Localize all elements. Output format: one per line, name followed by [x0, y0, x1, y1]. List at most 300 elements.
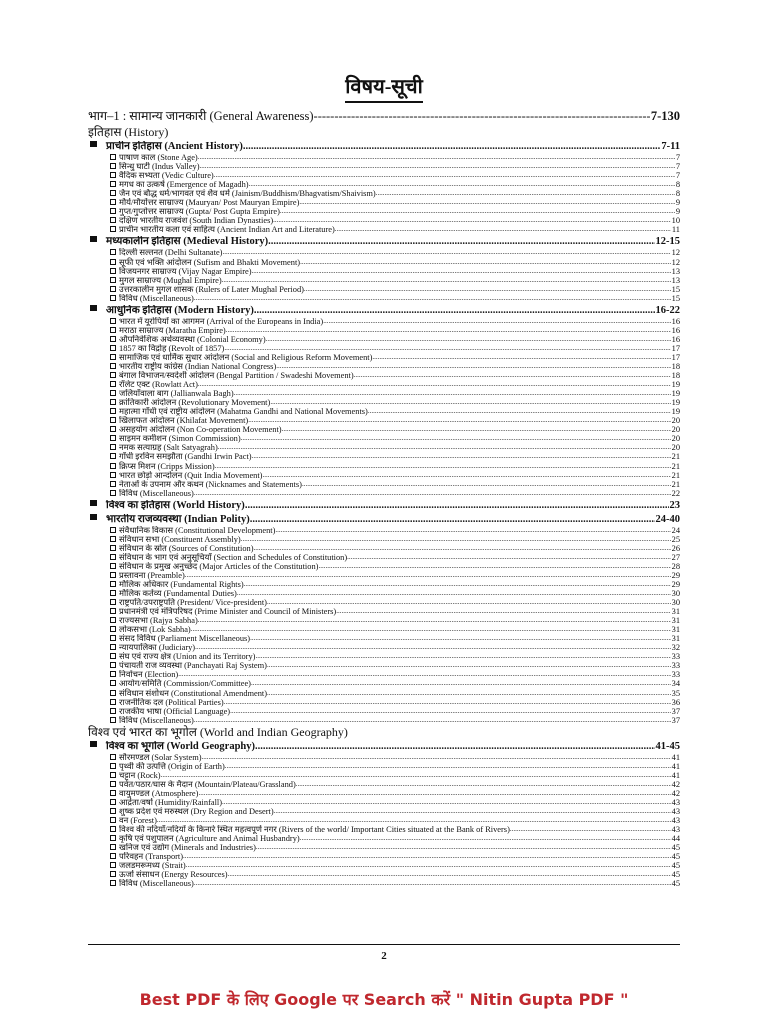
- toc-entry-label: परिवहन (Transport): [119, 852, 184, 862]
- checkbox-square-icon: [110, 617, 116, 623]
- dot-leader: [186, 861, 671, 870]
- toc-entry-label: संविधान संशोधन (Constitutional Amendment): [119, 688, 268, 698]
- toc-entry-title: [110, 434, 241, 443]
- dot-leader: [198, 616, 671, 625]
- toc-entry-label: विविध (Miscellaneous): [119, 879, 194, 889]
- toc-entry-page: 25: [671, 534, 680, 544]
- checkbox-square-icon: [110, 699, 116, 705]
- checkbox-square-icon: [110, 680, 116, 686]
- toc-entry-title: [110, 762, 225, 771]
- toc-entry-title: [110, 634, 250, 643]
- toc-entry[interactable]: [88, 780, 680, 789]
- toc-entry[interactable]: [88, 407, 680, 416]
- toc-entry-label: क्रिप्स मिशन (Cripps Mission): [119, 461, 215, 471]
- toc-entry[interactable]: [88, 171, 680, 180]
- toc-entry[interactable]: [88, 380, 680, 389]
- toc-entry[interactable]: [88, 643, 680, 652]
- toc-entry-page: 29: [671, 579, 680, 589]
- toc-entry-page: 35: [671, 688, 680, 698]
- toc-entry[interactable]: [88, 285, 680, 294]
- toc-entry-title: [110, 153, 198, 162]
- part-label: भाग–1 : सामान्य जानकारी (General Awareness): [88, 109, 314, 123]
- section-heading[interactable]: [88, 741, 680, 753]
- toc-entry-label: भारत में यूरोपियों का आगमन (Arrival of the Europeans in India): [119, 316, 324, 326]
- dot-leader: [510, 825, 671, 834]
- toc-entry-label: संघ एवं राज्य क्षेत्र (Union and its Territory): [119, 652, 256, 662]
- toc-entry-title: [110, 616, 198, 625]
- checkbox-square-icon: [110, 181, 116, 187]
- toc-entry-label: दिल्ली सल्तनत (Delhi Sultanate): [119, 248, 223, 258]
- section-pages: 23: [669, 499, 680, 511]
- dot-leader: [252, 267, 671, 276]
- toc-entry-label: बंगाल विभाजन/स्वदेशी आंदोलन (Bengal Partition / Swadeshi Movement): [119, 371, 354, 381]
- toc-entry-page: 43: [671, 825, 680, 835]
- section-heading[interactable]: [88, 514, 680, 526]
- toc-entry[interactable]: [88, 452, 680, 461]
- dot-leader: [372, 353, 670, 362]
- checkbox-square-icon: [110, 880, 116, 886]
- black-square-icon: [90, 305, 97, 311]
- black-square-icon: [90, 514, 97, 520]
- toc-entry-page: 43: [671, 797, 680, 807]
- toc-entry-label: संविधान के प्रमुख अनुच्छेद (Major Articles of the Constitution): [119, 561, 319, 571]
- dot-leader: [215, 461, 671, 470]
- toc-entry-label: विविध (Miscellaneous): [119, 293, 194, 303]
- dot-leader: [270, 398, 670, 407]
- toc-entry-page: 20: [671, 443, 680, 453]
- checkbox-square-icon: [110, 390, 116, 396]
- dot-leader: [226, 326, 671, 335]
- toc-entry-page: 19: [671, 398, 680, 408]
- dot-leader: [248, 416, 670, 425]
- dot-leader: [347, 553, 670, 562]
- toc-entry-label: सौरमण्डल (Solar System): [119, 752, 202, 762]
- toc-entry-label: संवैधानिक विकास (Constitutional Development): [119, 525, 276, 535]
- part-heading: [88, 108, 680, 125]
- toc-entry-page: 10: [671, 216, 680, 226]
- section-pages: 7-11: [661, 141, 680, 152]
- checkbox-square-icon: [110, 690, 116, 696]
- checkbox-square-icon: [110, 381, 116, 387]
- checkbox-square-icon: [110, 527, 116, 533]
- toc-entry[interactable]: [88, 389, 680, 398]
- toc-entry[interactable]: [88, 707, 680, 716]
- toc-entry-page: 42: [671, 779, 680, 789]
- section-heading[interactable]: [88, 305, 680, 317]
- toc-entry[interactable]: [88, 162, 680, 171]
- toc-entry[interactable]: [88, 861, 680, 870]
- toc-entry-label: ऊर्जा संसाधन (Energy Resources): [119, 870, 228, 880]
- toc-entry-label: जलियाँवाला बाग (Jallianwala Bagh): [119, 389, 234, 399]
- toc-entry-page: 30: [671, 598, 680, 608]
- dot-leader: [267, 661, 671, 670]
- toc-entry-label: पाषाण काल (Stone Age): [119, 153, 198, 163]
- toc-entry[interactable]: [88, 480, 680, 489]
- toc-entry[interactable]: [88, 535, 680, 544]
- toc-entry-page: 21: [671, 452, 680, 462]
- section-label: प्राचीन इतिहास (Ancient History): [106, 141, 243, 152]
- toc-entry-page: 24: [671, 525, 680, 535]
- toc-entry-label: औपनिवेशिक अर्थव्यवस्था (Colonial Economy): [119, 334, 266, 344]
- toc-entry-title: [110, 852, 183, 861]
- toc-entry-title: [110, 276, 222, 285]
- geography-sections: [88, 741, 680, 889]
- toc-entry-title: [110, 326, 226, 335]
- checkbox-square-icon: [110, 717, 116, 723]
- section-heading[interactable]: [88, 500, 680, 512]
- toc-entry-page: 31: [671, 625, 680, 635]
- checkbox-square-icon: [110, 662, 116, 668]
- checkbox-square-icon: [110, 354, 116, 360]
- checkbox-square-icon: [110, 277, 116, 283]
- checkbox-square-icon: [110, 363, 116, 369]
- checkbox-square-icon: [110, 608, 116, 614]
- checkbox-square-icon: [110, 563, 116, 569]
- toc-entry-title: [110, 198, 299, 207]
- section-heading[interactable]: [88, 141, 680, 153]
- toc-entry-label: चट्टान (Rock): [119, 770, 161, 780]
- checkbox-square-icon: [110, 268, 116, 274]
- toc-entry[interactable]: [88, 716, 680, 725]
- toc-entry[interactable]: [88, 371, 680, 380]
- toc-entry[interactable]: [88, 688, 680, 697]
- checkbox-square-icon: [110, 554, 116, 560]
- toc-entry-page: 33: [671, 652, 680, 662]
- toc-entry-title: [110, 553, 347, 562]
- checkbox-square-icon: [110, 426, 116, 432]
- toc-entry-page: 28: [671, 561, 680, 571]
- checkbox-square-icon: [110, 772, 116, 778]
- dot-leader: [254, 544, 671, 553]
- checkbox-square-icon: [110, 763, 116, 769]
- toc-entry-label: वायुमण्डल (Atmosphere): [119, 788, 199, 798]
- toc-entry[interactable]: [88, 661, 680, 670]
- toc-entry[interactable]: [88, 225, 680, 234]
- checkbox-square-icon: [110, 590, 116, 596]
- dot-leader: [185, 571, 671, 580]
- toc-entry[interactable]: [88, 180, 680, 189]
- section-title: [88, 236, 268, 248]
- toc-entry[interactable]: [88, 753, 680, 762]
- toc-entry-title: [110, 544, 254, 553]
- toc-entry-page: 15: [671, 293, 680, 303]
- toc-entry-label: राष्ट्रपति/उपराष्ट्रपति (President/ Vice-president): [119, 598, 267, 608]
- checkbox-square-icon: [110, 336, 116, 342]
- toc-entry-page: 43: [671, 807, 680, 816]
- toc-entry[interactable]: [88, 679, 680, 688]
- toc-entry-title: [110, 834, 300, 843]
- black-square-icon: [90, 236, 97, 242]
- toc-entry[interactable]: [88, 771, 680, 780]
- toc-entry-page: 9: [675, 198, 680, 208]
- checkbox-square-icon: [110, 871, 116, 877]
- toc-entry[interactable]: [88, 198, 680, 207]
- toc-entry[interactable]: [88, 607, 680, 616]
- toc-entry-title: [110, 317, 323, 326]
- dot-leader: [304, 285, 671, 294]
- checkbox-square-icon: [110, 226, 116, 232]
- toc-entry-label: राज्यसभा (Rajya Sabha): [119, 616, 198, 626]
- toc-entry[interactable]: [88, 834, 680, 843]
- dot-leader: [244, 580, 671, 589]
- toc-entry-title: [110, 335, 266, 344]
- checkbox-square-icon: [110, 172, 116, 178]
- dot-leader: [214, 171, 675, 180]
- dash-leader: [314, 108, 650, 125]
- dot-leader: [250, 514, 655, 526]
- section-title: [88, 741, 255, 753]
- toc-entry-page: 12: [671, 248, 680, 258]
- checkbox-square-icon: [110, 163, 116, 169]
- toc-entry[interactable]: [88, 335, 680, 344]
- toc-entry-title: [110, 598, 267, 607]
- toc-entry[interactable]: [88, 353, 680, 362]
- toc-entry-label: नमक सत्याग्रह (Salt Satyagrah): [119, 443, 218, 453]
- toc-entry[interactable]: [88, 153, 680, 162]
- dot-leader: [195, 643, 671, 652]
- dot-leader: [222, 798, 671, 807]
- toc-entry[interactable]: [88, 652, 680, 661]
- checkbox-square-icon: [110, 208, 116, 214]
- toc-entry-label: भारत छोड़ो आन्दोलन (Quit India Movement): [119, 470, 263, 480]
- dot-leader: [157, 816, 671, 825]
- toc-entry[interactable]: [88, 257, 680, 266]
- black-square-icon: [90, 741, 97, 747]
- dot-leader: [194, 489, 671, 498]
- toc-entry-page: 17: [671, 343, 680, 353]
- toc-entry-title: [110, 679, 251, 688]
- toc-entry[interactable]: [88, 634, 680, 643]
- toc-entry-label: खिलाफत आंदोलन (Khilafat Movement): [119, 416, 249, 426]
- toc-entry[interactable]: [88, 326, 680, 335]
- toc-entry[interactable]: [88, 344, 680, 353]
- toc-entry-title: [110, 452, 252, 461]
- page-title: [0, 72, 768, 103]
- dot-leader: [243, 141, 660, 153]
- promo-banner: Best PDF के लिए Google पर Search करें " Nitin Gupta PDF ": [139, 990, 629, 1009]
- toc-entry-page: 45: [671, 852, 680, 862]
- toc-entry-label: पर्वत/पठार/घास के मैदान (Mountain/Plateau/Grassland): [119, 779, 296, 789]
- toc-entry[interactable]: [88, 425, 680, 434]
- dot-leader: [336, 607, 670, 616]
- toc-entry-label: विश्व की नदियाँ/नदियों के किनारे स्थित महत्वपूर्ण नगर (Rivers of the world/ Important Cities situated at the Bank of Rivers): [119, 825, 510, 835]
- toc-entry-title: [110, 825, 510, 834]
- toc-entry-label: विजयनगर साम्राज्य (Vijay Nagar Empire): [119, 266, 252, 276]
- toc-entry[interactable]: [88, 207, 680, 216]
- toc-entry[interactable]: [88, 443, 680, 452]
- section-pages: 16-22: [655, 304, 680, 316]
- toc-entry-label: सूफी एवं भक्ति आंदोलन (Sufism and Bhakti Movement): [119, 257, 301, 267]
- toc-entry-label: मराठा साम्राज्य (Maratha Empire): [119, 325, 226, 335]
- dot-leader: [198, 153, 675, 162]
- checkbox-square-icon: [110, 781, 116, 787]
- toc-entry[interactable]: [88, 852, 680, 861]
- toc-entry-title: [110, 607, 336, 616]
- black-square-icon: [90, 500, 97, 506]
- toc-entry-title: [110, 294, 194, 303]
- toc-entry-title: [110, 652, 255, 661]
- toc-entry-page: 11: [671, 225, 680, 235]
- dot-leader: [222, 276, 671, 285]
- toc-entry-page: 31: [671, 607, 680, 617]
- toc-entry[interactable]: [88, 825, 680, 834]
- toc-entry-title: [110, 425, 282, 434]
- toc-entry-title: [110, 225, 335, 234]
- toc-entry-page: 41: [671, 761, 680, 771]
- section-label: आधुनिक इतिहास (Modern History): [106, 304, 254, 316]
- dot-leader: [274, 807, 671, 816]
- toc-entry[interactable]: [88, 589, 680, 598]
- toc-entry-title: [110, 189, 376, 198]
- checkbox-square-icon: [110, 835, 116, 841]
- toc-entry-label: कृषि एवं पशुपालन (Agriculture and Animal Husbandry): [119, 834, 300, 844]
- toc-entry-label: शुष्क प्रदेश एवं मरुस्थल (Dry Region and Desert): [119, 807, 274, 816]
- toc-entry[interactable]: [88, 317, 680, 326]
- toc-entry-title: [110, 562, 318, 571]
- toc-entry-page: 45: [671, 870, 680, 880]
- toc-entry-title: [110, 248, 222, 257]
- checkbox-square-icon: [110, 249, 116, 255]
- toc-entry-label: राजनीतिक दल (Political Parties): [119, 697, 224, 707]
- dot-leader: [230, 707, 671, 716]
- toc-entry[interactable]: [88, 816, 680, 825]
- checkbox-square-icon: [110, 444, 116, 450]
- toc-entry-label: असहयोग आंदोलन (Non Co-operation Movement): [119, 425, 282, 435]
- toc-entry-title: [110, 643, 195, 652]
- toc-entry[interactable]: [88, 553, 680, 562]
- dot-leader: [256, 843, 671, 852]
- checkbox-square-icon: [110, 826, 116, 832]
- toc-entry[interactable]: [88, 434, 680, 443]
- toc-entry-page: 19: [671, 407, 680, 417]
- checkbox-square-icon: [110, 644, 116, 650]
- toc-entry[interactable]: [88, 670, 680, 679]
- toc-entry-title: [110, 571, 185, 580]
- toc-entry[interactable]: [88, 598, 680, 607]
- toc-entry-page: 45: [671, 879, 680, 889]
- dot-leader: [302, 480, 671, 489]
- toc-entry-page: 8: [675, 180, 680, 190]
- checkbox-square-icon: [110, 295, 116, 301]
- toc-entry[interactable]: [88, 562, 680, 571]
- black-square-icon: [90, 141, 97, 147]
- toc-entry-page: 19: [671, 389, 680, 399]
- toc-entry[interactable]: [88, 870, 680, 879]
- dot-leader: [267, 688, 671, 697]
- toc-entry-page: 32: [671, 643, 680, 653]
- toc-entry[interactable]: [88, 762, 680, 771]
- toc-entry-label: रॉलेट एक्ट (Rowlatt Act): [119, 380, 198, 390]
- toc-entry-title: [110, 870, 228, 879]
- toc-entry-page: 21: [671, 470, 680, 480]
- checkbox-square-icon: [110, 626, 116, 632]
- toc-entry[interactable]: [88, 416, 680, 425]
- toc-entry[interactable]: [88, 471, 680, 480]
- toc-entry[interactable]: [88, 571, 680, 580]
- toc-entry[interactable]: [88, 698, 680, 707]
- toc-entry-title: [110, 707, 230, 716]
- toc-entry-title: [110, 344, 224, 353]
- toc-entry-title: [110, 489, 194, 498]
- toc-entry-label: नेताओं के उपनाम और कथन (Nicknames and Statements): [119, 479, 302, 489]
- toc-entry[interactable]: [88, 362, 680, 371]
- toc-entry-label: संविधान के भाग एवं अनुसूचियाँ (Section and Schedules of Constitution): [119, 552, 348, 562]
- checkbox-square-icon: [110, 286, 116, 292]
- checkbox-square-icon: [110, 472, 116, 478]
- toc-entry[interactable]: [88, 489, 680, 498]
- toc-entry[interactable]: [88, 276, 680, 285]
- toc-entry-page: 31: [671, 616, 680, 626]
- toc-entry[interactable]: [88, 294, 680, 303]
- toc-entry-page: 21: [671, 479, 680, 489]
- checkbox-square-icon: [110, 853, 116, 859]
- toc-entry-page: 20: [671, 416, 680, 426]
- section-heading[interactable]: [88, 236, 680, 248]
- toc-entry-label: लोकसभा (Lok Sabha): [119, 625, 191, 635]
- toc-entry-label: भारतीय राष्ट्रीय कांग्रेस (Indian National Congress): [119, 361, 277, 371]
- toc-entry-title: [110, 771, 161, 780]
- toc-entry-page: 33: [671, 661, 680, 671]
- checkbox-square-icon: [110, 862, 116, 868]
- toc-entry[interactable]: [88, 248, 680, 257]
- toc-entry[interactable]: [88, 267, 680, 276]
- toc-entry[interactable]: [88, 807, 680, 816]
- toc-entry[interactable]: [88, 798, 680, 807]
- checkbox-square-icon: [110, 259, 116, 265]
- toc-entry[interactable]: [88, 461, 680, 470]
- checkbox-square-icon: [110, 463, 116, 469]
- toc-entry-title: [110, 285, 304, 294]
- toc-entry-title: [110, 398, 270, 407]
- toc-entry-page: 7: [675, 153, 680, 163]
- toc-entry[interactable]: [88, 189, 680, 198]
- checkbox-square-icon: [110, 481, 116, 487]
- footer-divider: [88, 944, 680, 945]
- toc-entry-label: मौर्य/मौर्योत्तर साम्राज्य (Mauryan/ Post Mauryan Empire): [119, 198, 300, 208]
- subject-heading-history: इतिहास (History): [88, 125, 169, 139]
- checkbox-square-icon: [110, 318, 116, 324]
- toc-entry[interactable]: [88, 526, 680, 535]
- toc-entry-title: [110, 689, 267, 698]
- dot-leader: [262, 471, 670, 480]
- toc-entry-title: [110, 807, 274, 816]
- toc-entry[interactable]: [88, 789, 680, 798]
- toc-entry-title: [110, 380, 198, 389]
- toc-entry-label: पंचायती राज व्यवस्था (Panchayati Raj System): [119, 661, 267, 671]
- dot-leader: [183, 852, 671, 861]
- toc-entry[interactable]: [88, 398, 680, 407]
- toc-entry-page: 7: [675, 171, 680, 181]
- toc-entry[interactable]: [88, 580, 680, 589]
- toc-entry-title: [110, 589, 237, 598]
- toc-entry-page: 7: [675, 162, 680, 172]
- toc-entry-label: मौलिक अधिकार (Fundamental Rights): [119, 579, 244, 589]
- checkbox-square-icon: [110, 790, 116, 796]
- toc-entry-page: 36: [671, 697, 680, 707]
- toc-entry[interactable]: [88, 843, 680, 852]
- toc-entry[interactable]: [88, 616, 680, 625]
- toc-entry-label: दक्षिण भारतीय राजवंश (South Indian Dynasties): [119, 216, 274, 226]
- toc-entry-page: 29: [671, 570, 680, 580]
- toc-entry[interactable]: [88, 544, 680, 553]
- dot-leader: [161, 771, 671, 780]
- checkbox-square-icon: [110, 545, 116, 551]
- toc-entry[interactable]: [88, 216, 680, 225]
- toc-entry[interactable]: [88, 879, 680, 888]
- toc-entry-page: 12: [671, 257, 680, 267]
- toc-entry-label: विविध (Miscellaneous): [119, 488, 194, 498]
- toc-entry[interactable]: [88, 625, 680, 634]
